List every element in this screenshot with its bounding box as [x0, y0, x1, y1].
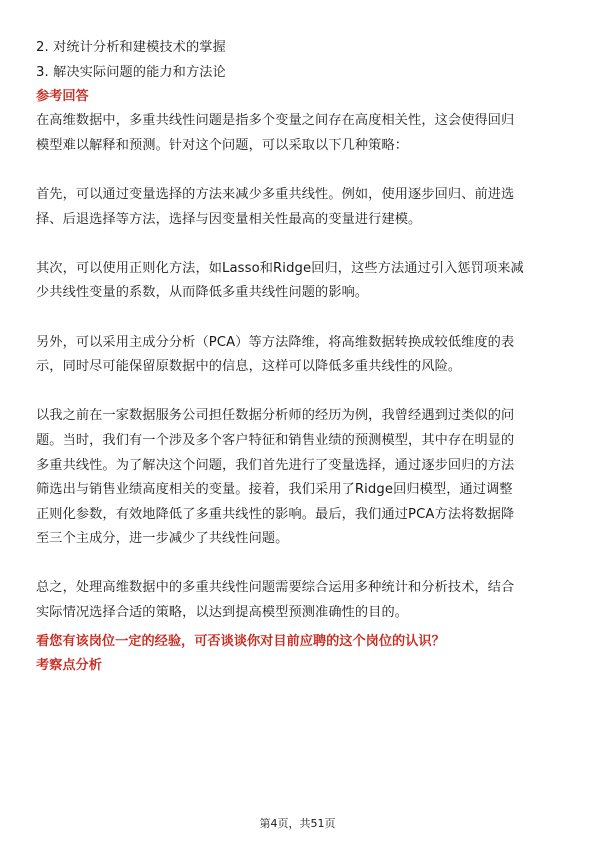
paragraph-line: 题。当时，我们有一个涉及多个客户特征和销售业绩的预测模型，其中存在明显的: [36, 432, 515, 448]
document-page: [36, 36, 563, 678]
analysis-heading: 考察点分析: [36, 657, 102, 673]
point-item: 2. 对统计分析和建模技术的掌握: [36, 40, 226, 55]
paragraph: [36, 404, 563, 552]
page-number: 第4页，共51页: [259, 817, 336, 830]
paragraph: [36, 183, 563, 232]
paragraph: [36, 331, 563, 380]
paragraph-line: 在高维数据中，多重共线性问题是指多个变量之间存在高度相关性，这会使得回归: [36, 113, 515, 129]
paragraph-line: 总之，处理高维数据中的多重共线性问题需要综合运用多种统计和分析技术，结合: [36, 580, 515, 596]
paragraph: [36, 576, 563, 625]
paragraph: [36, 109, 563, 158]
interview-question: 看您有该岗位一定的经验，可否谈谈你对目前应聘的这个岗位的认识？: [36, 633, 445, 649]
paragraph: [36, 257, 563, 306]
paragraph-line: 首先，可以通过变量选择的方法来减少多重共线性。例如，使用逐步回归、前进选: [36, 186, 515, 202]
paragraph-line: 多重共线性。为了解决这个问题，我们首先进行了变量选择，通过逐步回归的方法: [36, 457, 515, 473]
reference-answer-heading: 参考回答: [36, 89, 89, 105]
paragraph-line: 择、后退选择等方法，选择与因变量相关性最高的变量进行建模。: [36, 211, 422, 227]
paragraph-line: 筛选出与销售业绩高度相关的变量。接着，我们采用了Ridge回归模型，通过调整: [36, 482, 513, 498]
paragraph-line: 示，同时尽可能保留原数据中的信息，这样可以降低多重共线性的风险。: [36, 359, 462, 375]
paragraph-line: 少共线性变量的系数，从而降低多重共线性问题的影响。: [36, 285, 369, 301]
paragraph-line: 模型难以解释和预测。针对这个问题，可以采取以下几种策略：: [36, 137, 409, 153]
point-item: 3. 解决实际问题的能力和方法论: [36, 64, 226, 80]
paragraph-line: 另外，可以采用主成分分析（PCA）等方法降维，将高维数据转换成较低维度的表: [36, 334, 515, 350]
paragraph-line: 实际情况选择合适的策略，以达到提高模型预测准确性的目的。: [36, 605, 409, 621]
paragraph-line: 以我之前在一家数据服务公司担任数据分析师的经历为例，我曾经遇到过类似的问: [36, 408, 515, 424]
paragraph-line: 至三个主成分，进一步减少了共线性问题。: [36, 531, 289, 547]
paragraph-line: 其次，可以使用正则化方法，如Lasso和Ridge回归，这些方法通过引入惩罚项来减: [36, 260, 524, 276]
paragraph-line: 正则化参数，有效地降低了多重共线性的影响。最后，我们通过PCA方法将数据降: [36, 506, 515, 522]
